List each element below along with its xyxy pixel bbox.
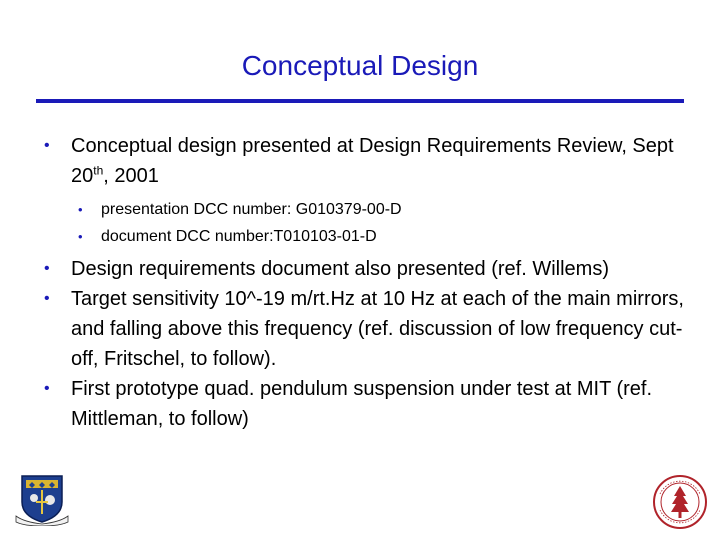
- bullet-dot: •: [44, 260, 50, 277]
- bullet-1: [30, 131, 700, 191]
- sub-bullet-2: [30, 223, 700, 250]
- bullet-1-text-end: , 2001: [103, 165, 159, 187]
- title-underline: [36, 99, 684, 103]
- slide-content: [30, 131, 700, 434]
- sub-bullet-1-text: presentation DCC number: G010379-00-D: [101, 201, 402, 218]
- bullet-dot: •: [44, 380, 50, 397]
- bullet-4: [30, 374, 700, 434]
- sub-bullet-2-text: document DCC number:T010103-01-D: [101, 228, 377, 245]
- bullet-1-text: Conceptual design presented at Design Requirements Review, Sept 20: [71, 135, 674, 187]
- sub-bullet-dot: •: [78, 202, 83, 217]
- university-seal-icon: [652, 474, 708, 530]
- bullet-dot: •: [44, 290, 50, 307]
- university-crest-icon: [14, 472, 70, 526]
- bullet-3: [30, 284, 700, 374]
- bullet-dot: •: [44, 137, 50, 154]
- bullet-2-text: Design requirements document also presented (ref. Willems): [71, 258, 609, 280]
- bullet-2: [30, 254, 700, 284]
- bullet-3-text: Target sensitivity 10^-19 m/rt.Hz at 10 Hz at each of the main mirrors, and falling above this frequency (ref. discussion of low frequency cut-off, Fritschel, to follow).: [71, 288, 684, 370]
- sub-bullet-list: [30, 196, 700, 250]
- sub-bullet-1: [30, 196, 700, 223]
- bullet-1-superscript: th: [93, 163, 104, 178]
- sub-bullet-dot: •: [78, 229, 83, 244]
- slide-title: Conceptual Design: [241, 50, 479, 81]
- bullet-4-text: First prototype quad. pendulum suspension under test at MIT (ref. Mittleman, to follow): [71, 378, 653, 430]
